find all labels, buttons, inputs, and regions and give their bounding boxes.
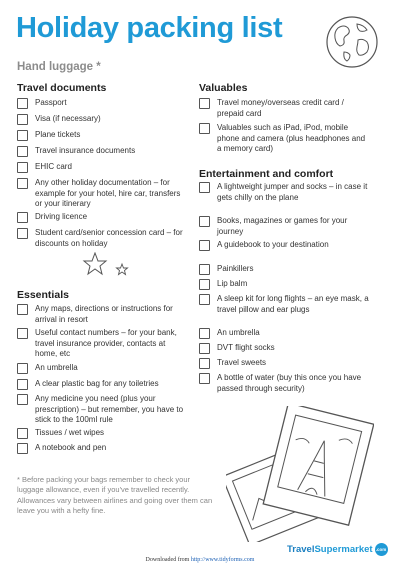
list-item[interactable]: Travel insurance documents (17, 146, 187, 162)
checkbox[interactable] (17, 98, 28, 109)
list-item[interactable]: Visa (if necessary) (17, 114, 187, 130)
list-item[interactable]: EHIC card (17, 162, 187, 178)
checkbox[interactable] (199, 328, 210, 339)
checkbox[interactable] (17, 304, 28, 315)
entertainment-list (199, 182, 369, 407)
list-item[interactable]: A notebook and pen (17, 443, 187, 458)
checkbox[interactable] (199, 358, 210, 369)
list-item[interactable]: Painkillers (199, 264, 369, 279)
checkbox[interactable] (17, 394, 28, 405)
tidyforms-link[interactable]: http://www.tidyforms.com (190, 557, 255, 563)
entertainment-heading: Entertainment and comfort (199, 168, 334, 180)
list-item[interactable]: Any medicine you need (plus your prescription) – but remember, you have to stick to the 100ml rule (17, 394, 187, 428)
checkbox[interactable] (17, 379, 28, 390)
hand-luggage-heading: Hand luggage * (17, 61, 101, 73)
list-item[interactable]: Plane tickets (17, 130, 187, 146)
globe-icon (324, 14, 380, 70)
checkbox[interactable] (17, 363, 28, 374)
page-title: Holiday packing list (16, 12, 283, 44)
list-item[interactable]: An umbrella (199, 328, 369, 343)
list-item[interactable]: A clear plastic bag for any toiletries (17, 379, 187, 394)
checkbox[interactable] (199, 216, 210, 227)
checkbox[interactable] (199, 343, 210, 354)
list-item[interactable]: A guidebook to your destination (199, 240, 369, 264)
valuables-list (199, 98, 369, 161)
checkbox[interactable] (199, 182, 210, 193)
list-item[interactable]: Travel sweets (199, 358, 369, 373)
list-item[interactable]: Travel money/overseas credit card / prepaid card (199, 98, 369, 123)
list-item[interactable]: Driving licence (17, 212, 187, 228)
list-item[interactable]: Any other holiday documentation – for example for your hotel, hire car, transfers or your itinerary (17, 178, 187, 212)
essentials-heading: Essentials (17, 289, 69, 301)
list-item[interactable]: Valuables such as iPad, iPod, mobile phone and camera (plus headphones and a memory card) (199, 123, 369, 161)
list-item[interactable]: DVT flight socks (199, 343, 369, 358)
checkbox[interactable] (199, 264, 210, 275)
stars-icon (82, 252, 132, 278)
checkbox[interactable] (199, 294, 210, 305)
list-item[interactable]: Passport (17, 98, 187, 114)
list-item[interactable]: A lightweight jumper and socks – in case it gets chilly on the plane (199, 182, 369, 216)
list-item[interactable]: Tissues / wet wipes (17, 428, 187, 443)
checkbox[interactable] (199, 240, 210, 251)
checkbox[interactable] (17, 146, 28, 157)
list-item[interactable]: Books, magazines or games for your journey (199, 216, 369, 240)
valuables-heading: Valuables (199, 82, 248, 94)
travelsupermarket-logo: Travel Supermarket .com (287, 544, 387, 555)
checkbox[interactable] (17, 130, 28, 141)
checkbox[interactable] (17, 428, 28, 439)
checkbox[interactable] (17, 178, 28, 189)
checkbox[interactable] (17, 114, 28, 125)
checkbox[interactable] (17, 162, 28, 173)
photos-illustration (226, 406, 374, 542)
list-item[interactable]: An umbrella (17, 363, 187, 379)
checkbox[interactable] (17, 443, 28, 454)
travel-documents-heading: Travel documents (17, 82, 107, 94)
travel-documents-list (17, 98, 187, 250)
list-item[interactable]: Lip balm (199, 279, 369, 294)
list-item[interactable]: Useful contact numbers – for your bank, travel insurance provider, contacts at home, etc (17, 328, 187, 363)
list-item[interactable]: A bottle of water (buy this once you have passed through security) (199, 373, 369, 407)
download-note: Downloaded from http://www.tidyforms.com (145, 557, 255, 563)
checkbox[interactable] (199, 123, 210, 134)
list-item[interactable]: Student card/senior concession card – for discounts on holiday (17, 228, 187, 250)
checkbox[interactable] (199, 98, 210, 109)
list-item[interactable]: A sleep kit for long flights – an eye mask, a travel pillow and ear plugs (199, 294, 369, 328)
checkbox[interactable] (17, 212, 28, 223)
checkbox[interactable] (17, 228, 28, 239)
essentials-list (17, 304, 187, 458)
checkbox[interactable] (199, 373, 210, 384)
footnote: * Before packing your bags remember to check your luggage allowance, even if you've travelled recently. Allowances vary between airlines and going over them can leave you with a hefty fine. (17, 475, 213, 515)
checkbox[interactable] (17, 328, 28, 339)
checkbox[interactable] (199, 279, 210, 290)
list-item[interactable]: Any maps, directions or instructions for arrival in resort (17, 304, 187, 328)
